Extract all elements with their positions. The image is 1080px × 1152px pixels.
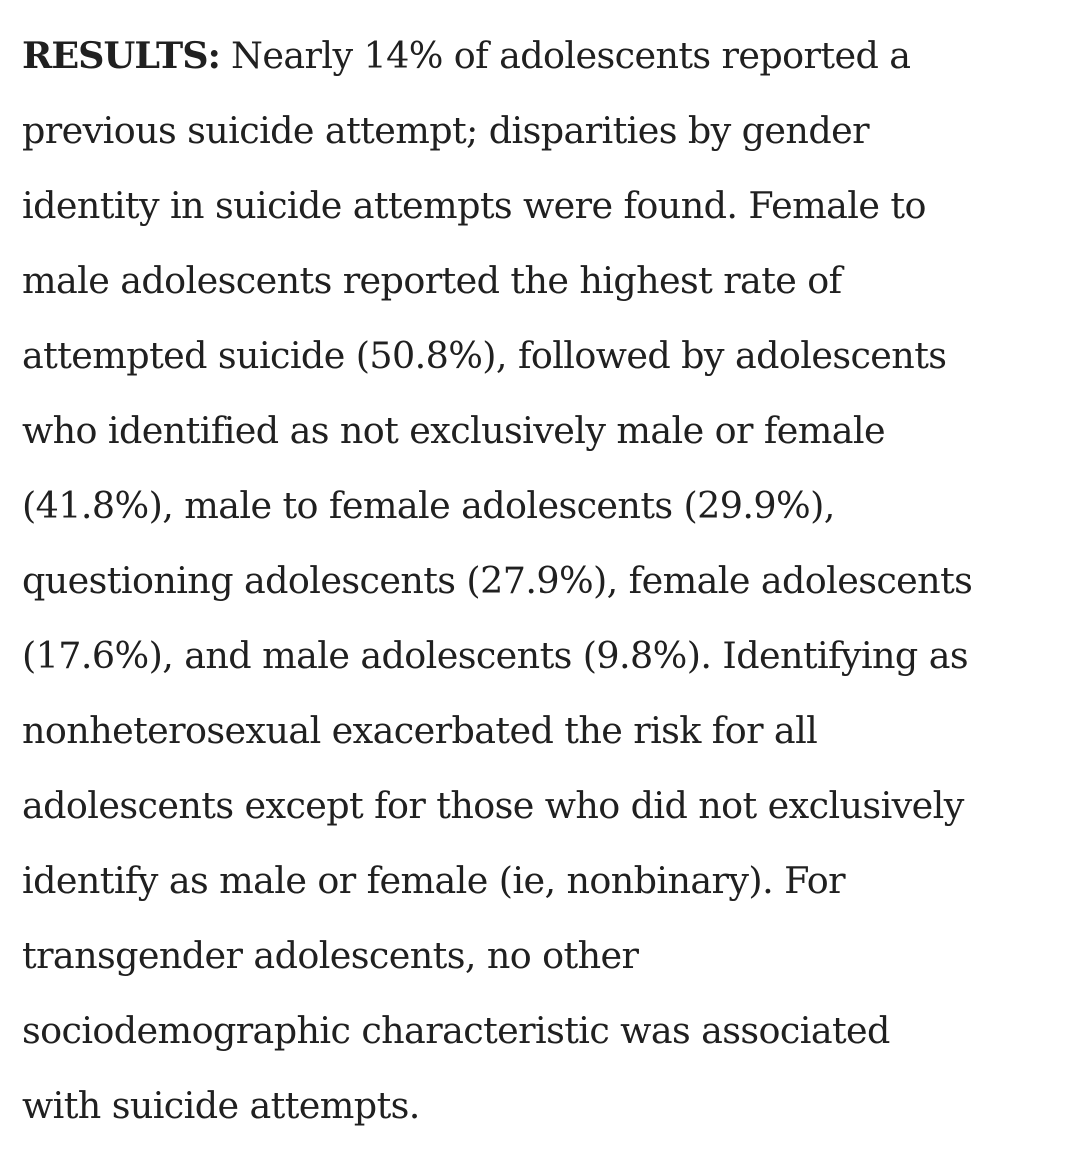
text-line: identity in suicide attempts were found. Female to — [22, 184, 926, 227]
text-line: who identified as not exclusively male or female — [22, 409, 885, 452]
text-line — [22, 18, 1074, 93]
text-line: male adolescents reported the highest rate of — [22, 259, 842, 302]
results-paragraph — [22, 18, 1074, 1143]
text-line: nonheterosexual exacerbated the risk for all — [22, 709, 818, 752]
line-text: Nearly 14% of adolescents reported a — [220, 34, 911, 77]
text-line: transgender adolescents, no other — [22, 934, 639, 977]
text-line: adolescents except for those who did not exclusively — [22, 784, 964, 827]
text-line: previous suicide attempt; disparities by gender — [22, 109, 869, 152]
text-line: (17.6%), and male adolescents (9.8%). Identifying as — [22, 634, 968, 677]
text-line: attempted suicide (50.8%), followed by adolescents — [22, 334, 947, 377]
text-line: (41.8%), male to female adolescents (29.9%), — [22, 484, 835, 527]
text-line: sociodemographic characteristic was associated — [22, 1009, 890, 1052]
results-label: RESULTS: — [22, 34, 221, 77]
text-line: questioning adolescents (27.9%), female adolescents — [22, 559, 973, 602]
text-line: with suicide attempts. — [22, 1084, 420, 1127]
text-line: identify as male or female (ie, nonbinary). For — [22, 859, 846, 902]
